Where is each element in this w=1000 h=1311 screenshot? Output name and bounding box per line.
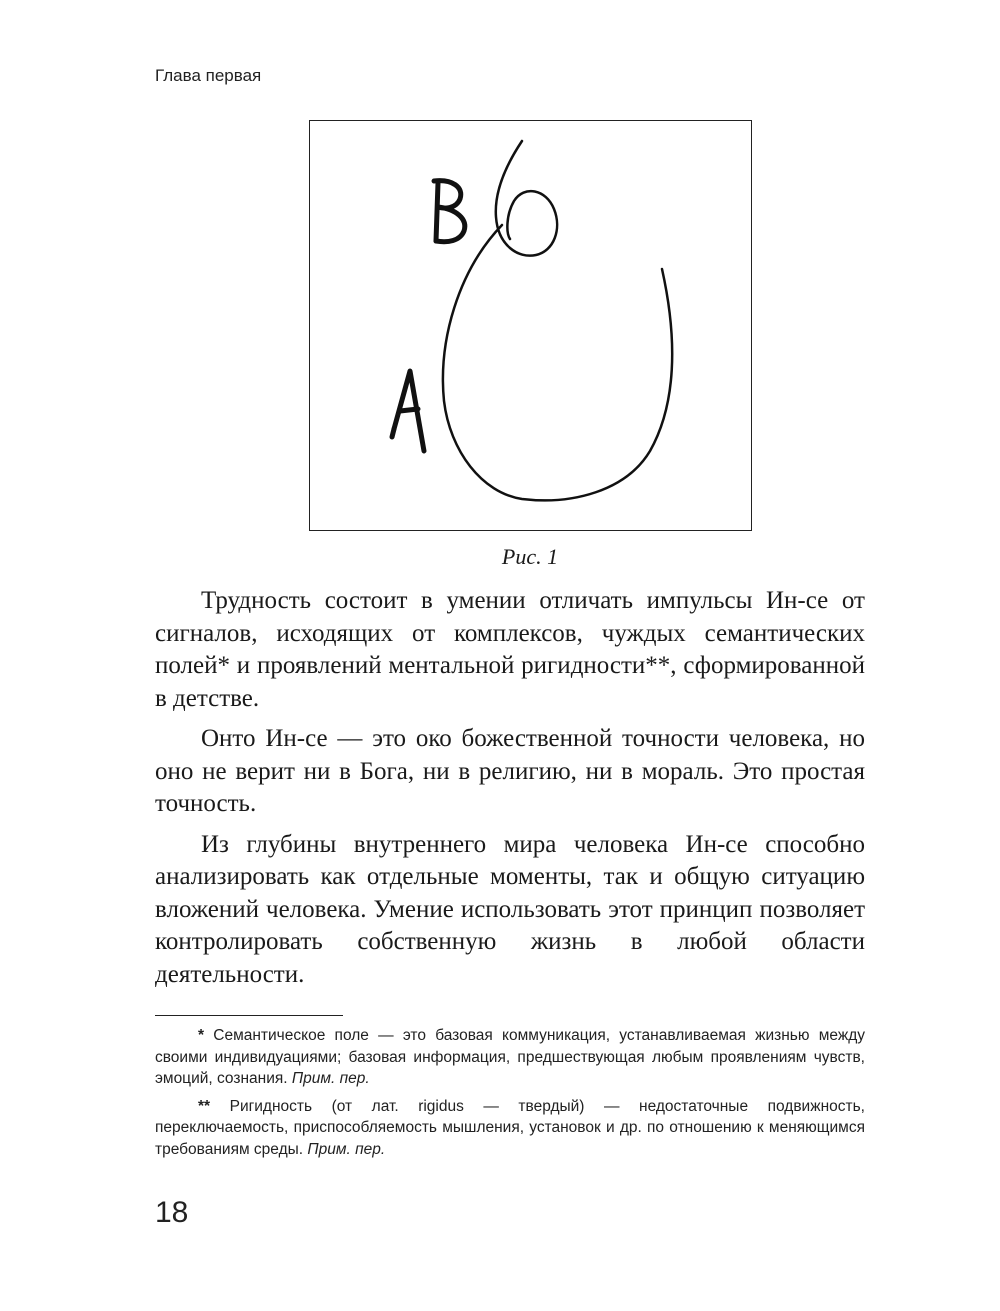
footnote xyxy=(155,1096,865,1161)
running-head: Глава первая xyxy=(155,66,262,85)
figure-1 xyxy=(309,120,752,531)
paragraph: Трудность состоит в умении отличать импульсы Ин-се от сигналов, исходящих от комплексов, чуждых семантических полей* и проявлений ментальной ригидности**, сформированной в детстве. xyxy=(155,587,865,712)
figure-caption: Рис. 1 xyxy=(501,544,559,569)
small-circle-drawing xyxy=(496,141,557,256)
footnote-marker: * xyxy=(198,1027,205,1044)
translator-note: Прим. пер. xyxy=(291,1070,370,1087)
footnote-text: Семантическое поле — это базовая коммуникация, устанавливаемая жизнью между своими индивидуациями; базовая информация, предшествующая любым проявлениям чувств, эмоций, сознания. xyxy=(155,1027,865,1087)
footnote-marker: ** xyxy=(198,1097,211,1115)
body-text xyxy=(155,585,865,999)
letter-b-drawing xyxy=(434,181,465,242)
footnote xyxy=(155,1025,865,1090)
page-number: 18 xyxy=(155,1196,189,1229)
paragraph: Из глубины внутреннего мира человека Ин-се способно анализировать как отдельные моменты, так и общую ситуацию вложений человека. Умение использовать этот принцип позволяет контролировать собственную жизнь в любой области деятельности. xyxy=(155,830,865,988)
paragraph: Онто Ин-се — это око божественной точности человека, но оно не верит ни в Бога, ни в религию, ни в мораль. Это простая точность. xyxy=(155,725,865,817)
footnotes xyxy=(155,1025,865,1166)
large-ellipse-drawing xyxy=(443,225,672,500)
figure-drawing xyxy=(310,121,753,532)
translator-note: Прим. пер. xyxy=(307,1140,386,1158)
footnote-text: Ригидность (от лат. rigidus — твердый) — недостаточные подвижность, переключаемость, приспособляемость мышления, установок и др. по отношению к меняющимся требованиям среды. xyxy=(155,1097,865,1158)
footnote-divider xyxy=(155,1015,343,1016)
letter-a-drawing xyxy=(392,371,424,451)
